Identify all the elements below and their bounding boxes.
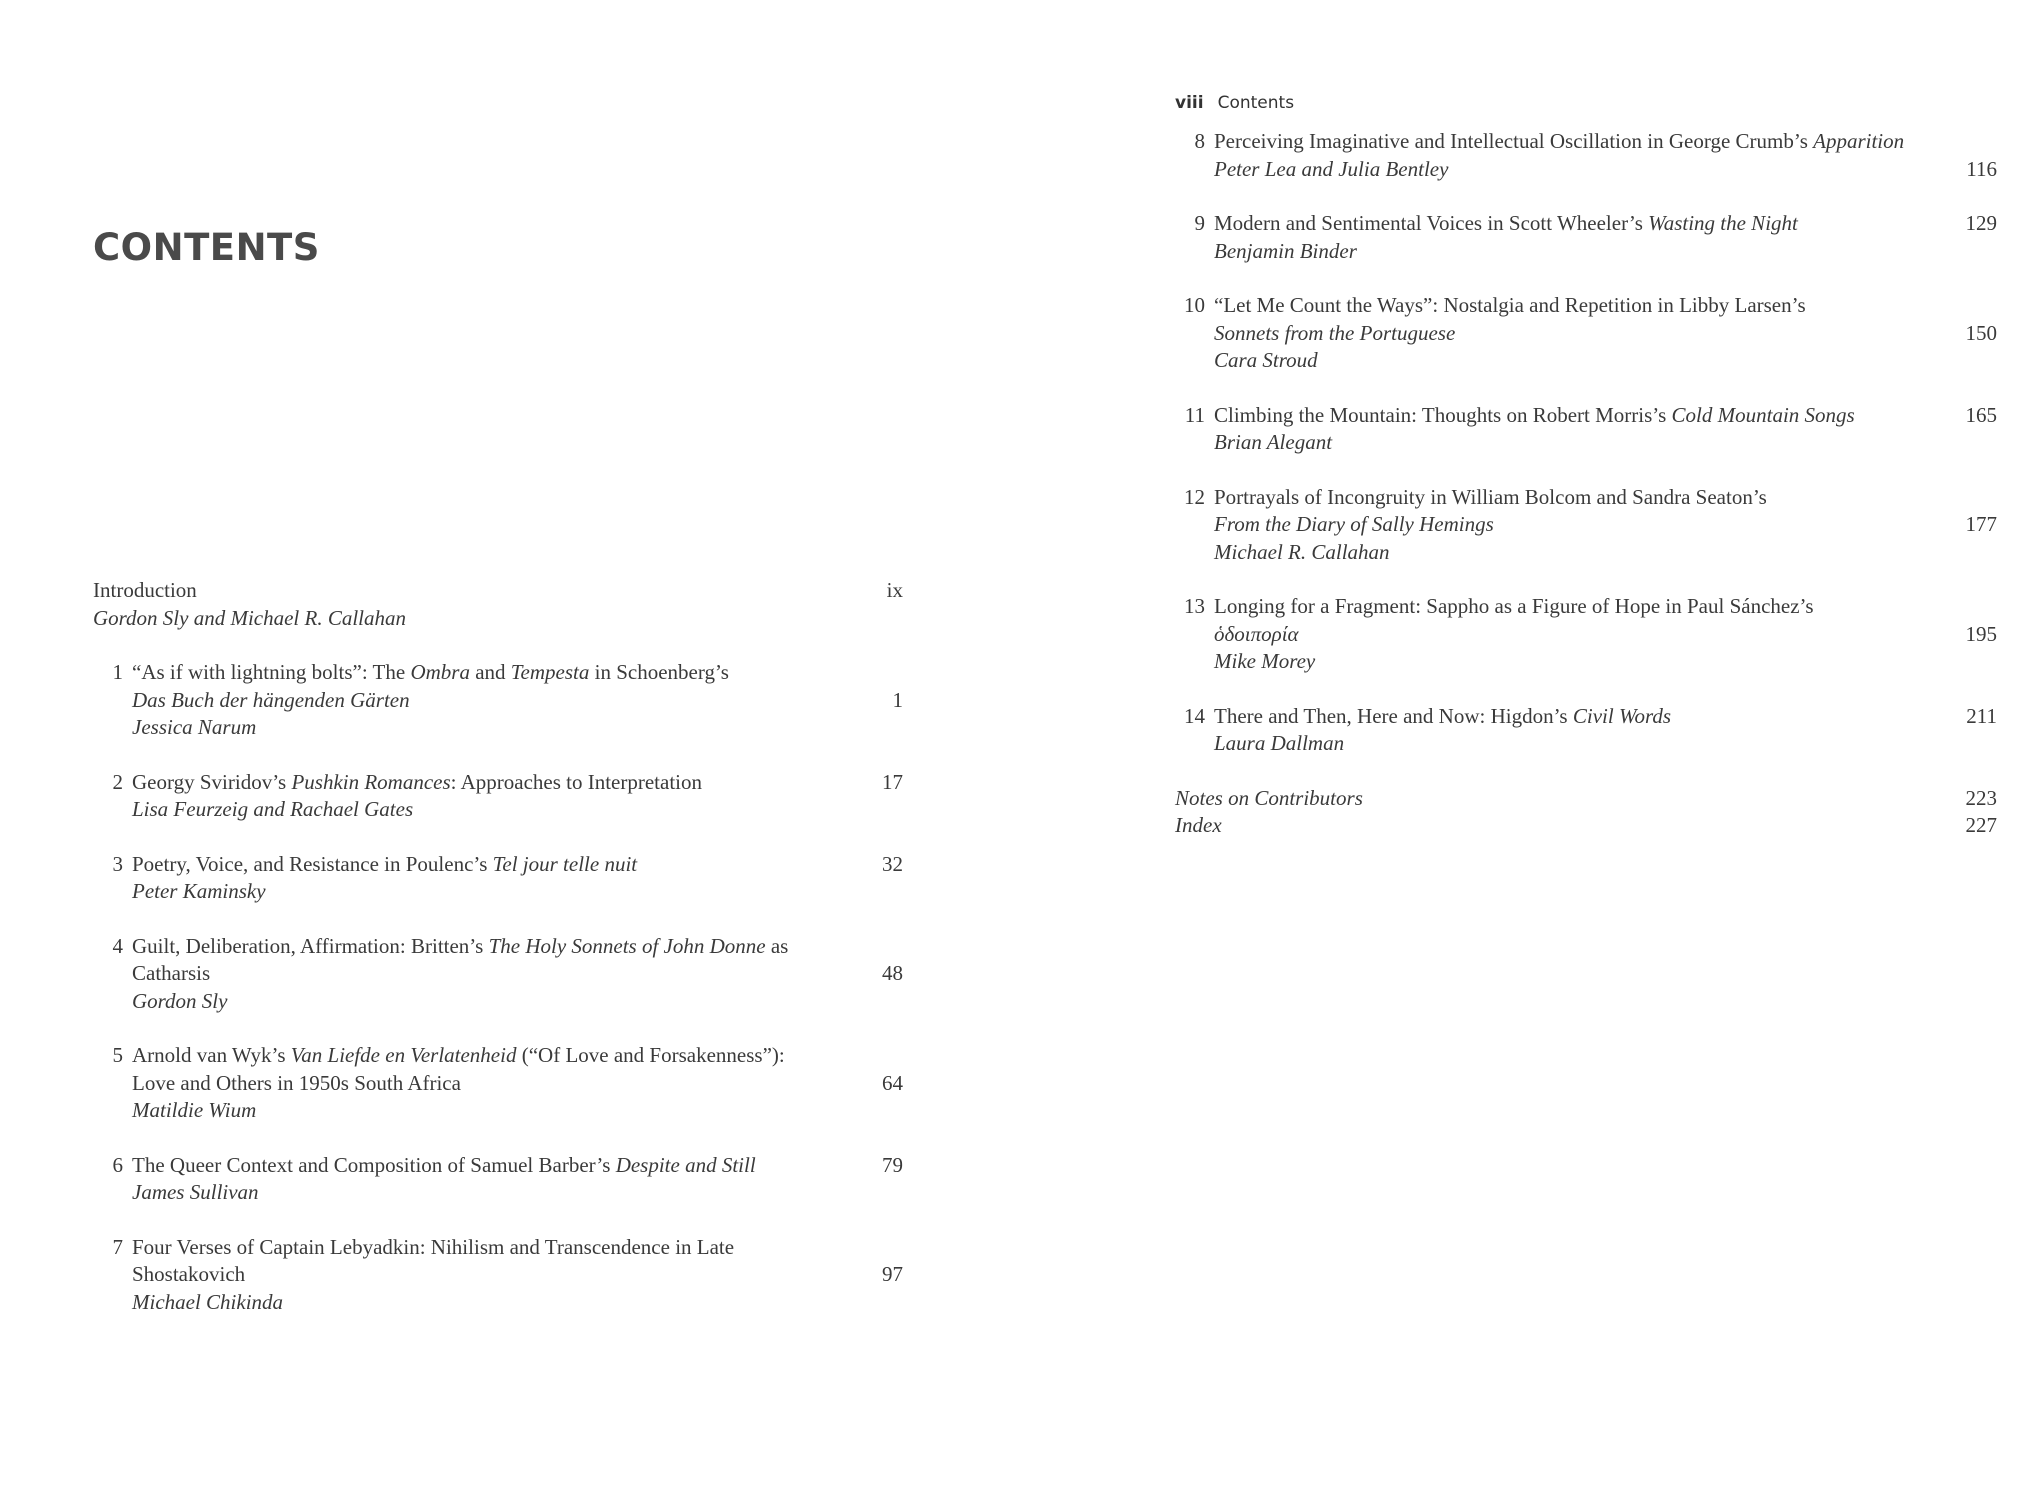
chapter-number: 2 — [112, 769, 123, 794]
entry-page-number: ix — [886, 578, 903, 602]
entry-page-number: 64 — [882, 1070, 903, 1095]
toc-entry-chapter-1 — [93, 659, 903, 742]
entry-author: Peter Kaminsky — [132, 879, 266, 903]
toc-entry-notes-on-contributors — [1175, 785, 1997, 813]
entry-page-number: 165 — [1965, 402, 1997, 427]
entry-title: “Let Me Count the Ways”: Nostalgia and Repetition in Libby Larsen’s Sonnets from the Portuguese — [1214, 293, 1806, 345]
entry-page-number: 177 — [1965, 512, 1997, 536]
entry-title: The Queer Context and Composition of Samuel Barber’s Despite and Still — [132, 1152, 756, 1177]
chapter-number: 11 — [1184, 402, 1205, 427]
entry-page-number: 150 — [1965, 320, 1997, 345]
entry-author: Michael R. Callahan — [1214, 539, 1390, 564]
entry-author: Cara Stroud — [1214, 348, 1318, 372]
entry-title: Portrayals of Incongruity in William Bolcom and Sandra Seaton’s From the Diary of Sally Hemings — [1214, 484, 1767, 536]
entry-title: Guilt, Deliberation, Affirmation: Britten’s The Holy Sonnets of John Donne as Catharsis — [132, 933, 789, 985]
entry-author: Gordon Sly — [132, 988, 228, 1013]
entry-title: “As if with lightning bolts”: The Ombra and Tempesta in Schoenberg’s Das Buch der hängenden Gärten — [132, 660, 729, 712]
entry-title: Georgy Sviridov’s Pushkin Romances: Approaches to Interpretation — [132, 769, 703, 794]
entry-title: There and Then, Here and Now: Higdon’s Civil Words — [1214, 703, 1672, 728]
entry-author: Brian Alegant — [1214, 430, 1333, 454]
entry-page-number: 211 — [1966, 703, 1997, 728]
running-head — [1175, 93, 1294, 113]
entry-page-number: 227 — [1965, 813, 1997, 837]
toc-entry-chapter-13 — [1175, 593, 1997, 676]
contents-heading: CONTENTS — [93, 226, 320, 269]
chapter-number: 7 — [112, 1234, 123, 1259]
left-page — [0, 0, 1013, 1500]
entry-author: Mike Morey — [1214, 649, 1316, 673]
chapter-number: 3 — [112, 851, 123, 876]
toc-entry-index — [1175, 812, 1997, 840]
entry-page-number: 79 — [882, 1152, 903, 1177]
entry-title: Introduction — [93, 578, 197, 602]
entry-title: Perceiving Imaginative and Intellectual Oscillation in George Crumb’s Apparition — [1214, 129, 1905, 153]
entry-page-number: 32 — [882, 851, 903, 876]
entry-author: James Sullivan — [132, 1180, 259, 1204]
toc-entry-chapter-10 — [1175, 292, 1997, 375]
chapter-number: 8 — [1194, 129, 1205, 153]
entry-page-number: 17 — [882, 769, 903, 794]
entry-title: Index — [1175, 813, 1222, 837]
entry-author: Laura Dallman — [1214, 731, 1345, 755]
chapter-number: 5 — [112, 1043, 123, 1067]
toc-entry-chapter-2 — [93, 769, 903, 824]
entry-author: Gordon Sly and Michael R. Callahan — [93, 605, 407, 630]
entry-page-number: 223 — [1965, 785, 1997, 810]
entry-title: Four Verses of Captain Lebyadkin: Nihilism and Transcendence in Late Shostakovich — [132, 1234, 735, 1286]
entry-page-number: 116 — [1966, 156, 1997, 181]
toc-entry-chapter-4 — [93, 933, 903, 1016]
entry-author: Michael Chikinda — [132, 1289, 284, 1314]
toc-entry-chapter-5 — [93, 1042, 903, 1125]
toc-entry-introduction — [93, 577, 903, 632]
running-head-label: Contents — [1217, 93, 1295, 113]
entry-title: Modern and Sentimental Voices in Scott Wheeler’s Wasting the Night — [1214, 211, 1798, 235]
entry-page-number: 97 — [882, 1262, 903, 1286]
entry-title: Longing for a Fragment: Sappho as a Figure of Hope in Paul Sánchez’s ὁδοιπορία — [1214, 594, 1814, 646]
chapter-number: 9 — [1194, 211, 1205, 235]
chapter-number: 10 — [1184, 293, 1205, 317]
entry-author: Benjamin Binder — [1214, 238, 1357, 263]
entry-author: Jessica Narum — [132, 715, 257, 739]
chapter-number: 12 — [1184, 484, 1205, 509]
entry-page-number: 1 — [892, 687, 903, 712]
chapter-number: 14 — [1184, 703, 1205, 728]
entry-title: Notes on Contributors — [1175, 785, 1363, 810]
toc-entry-chapter-11 — [1175, 402, 1997, 457]
entry-author: Lisa Feurzeig and Rachael Gates — [132, 797, 414, 821]
toc-entry-chapter-9 — [1175, 210, 1997, 265]
entry-author: Matildie Wium — [132, 1098, 257, 1122]
toc-list-right — [1175, 128, 1997, 840]
entry-page-number: 48 — [882, 961, 903, 985]
entry-title: Arnold van Wyk’s Van Liefde en Verlatenheid (“Of Love and Forsakenness”): Love and Others in 1950s South Africa — [132, 1043, 785, 1095]
toc-entry-chapter-6 — [93, 1152, 903, 1207]
entry-page-number: 129 — [1965, 211, 1997, 235]
chapter-number: 13 — [1184, 594, 1205, 618]
toc-entry-chapter-12 — [1175, 484, 1997, 567]
chapter-number: 4 — [112, 933, 123, 958]
toc-list-left — [93, 577, 903, 1343]
entry-title: Poetry, Voice, and Resistance in Poulenc’s Tel jour telle nuit — [132, 851, 638, 876]
entry-title: Climbing the Mountain: Thoughts on Robert Morris’s Cold Mountain Songs — [1214, 402, 1855, 427]
chapter-number: 6 — [112, 1152, 123, 1177]
entry-page-number: 195 — [1965, 621, 1997, 646]
toc-entry-chapter-3 — [93, 851, 903, 906]
entry-author: Peter Lea and Julia Bentley — [1214, 156, 1449, 181]
toc-entry-chapter-8 — [1175, 128, 1997, 183]
toc-entry-chapter-14 — [1175, 703, 1997, 758]
page-folio: viii — [1175, 93, 1204, 113]
chapter-number: 1 — [112, 660, 123, 684]
toc-entry-chapter-7 — [93, 1234, 903, 1317]
right-page — [1013, 0, 2027, 1500]
